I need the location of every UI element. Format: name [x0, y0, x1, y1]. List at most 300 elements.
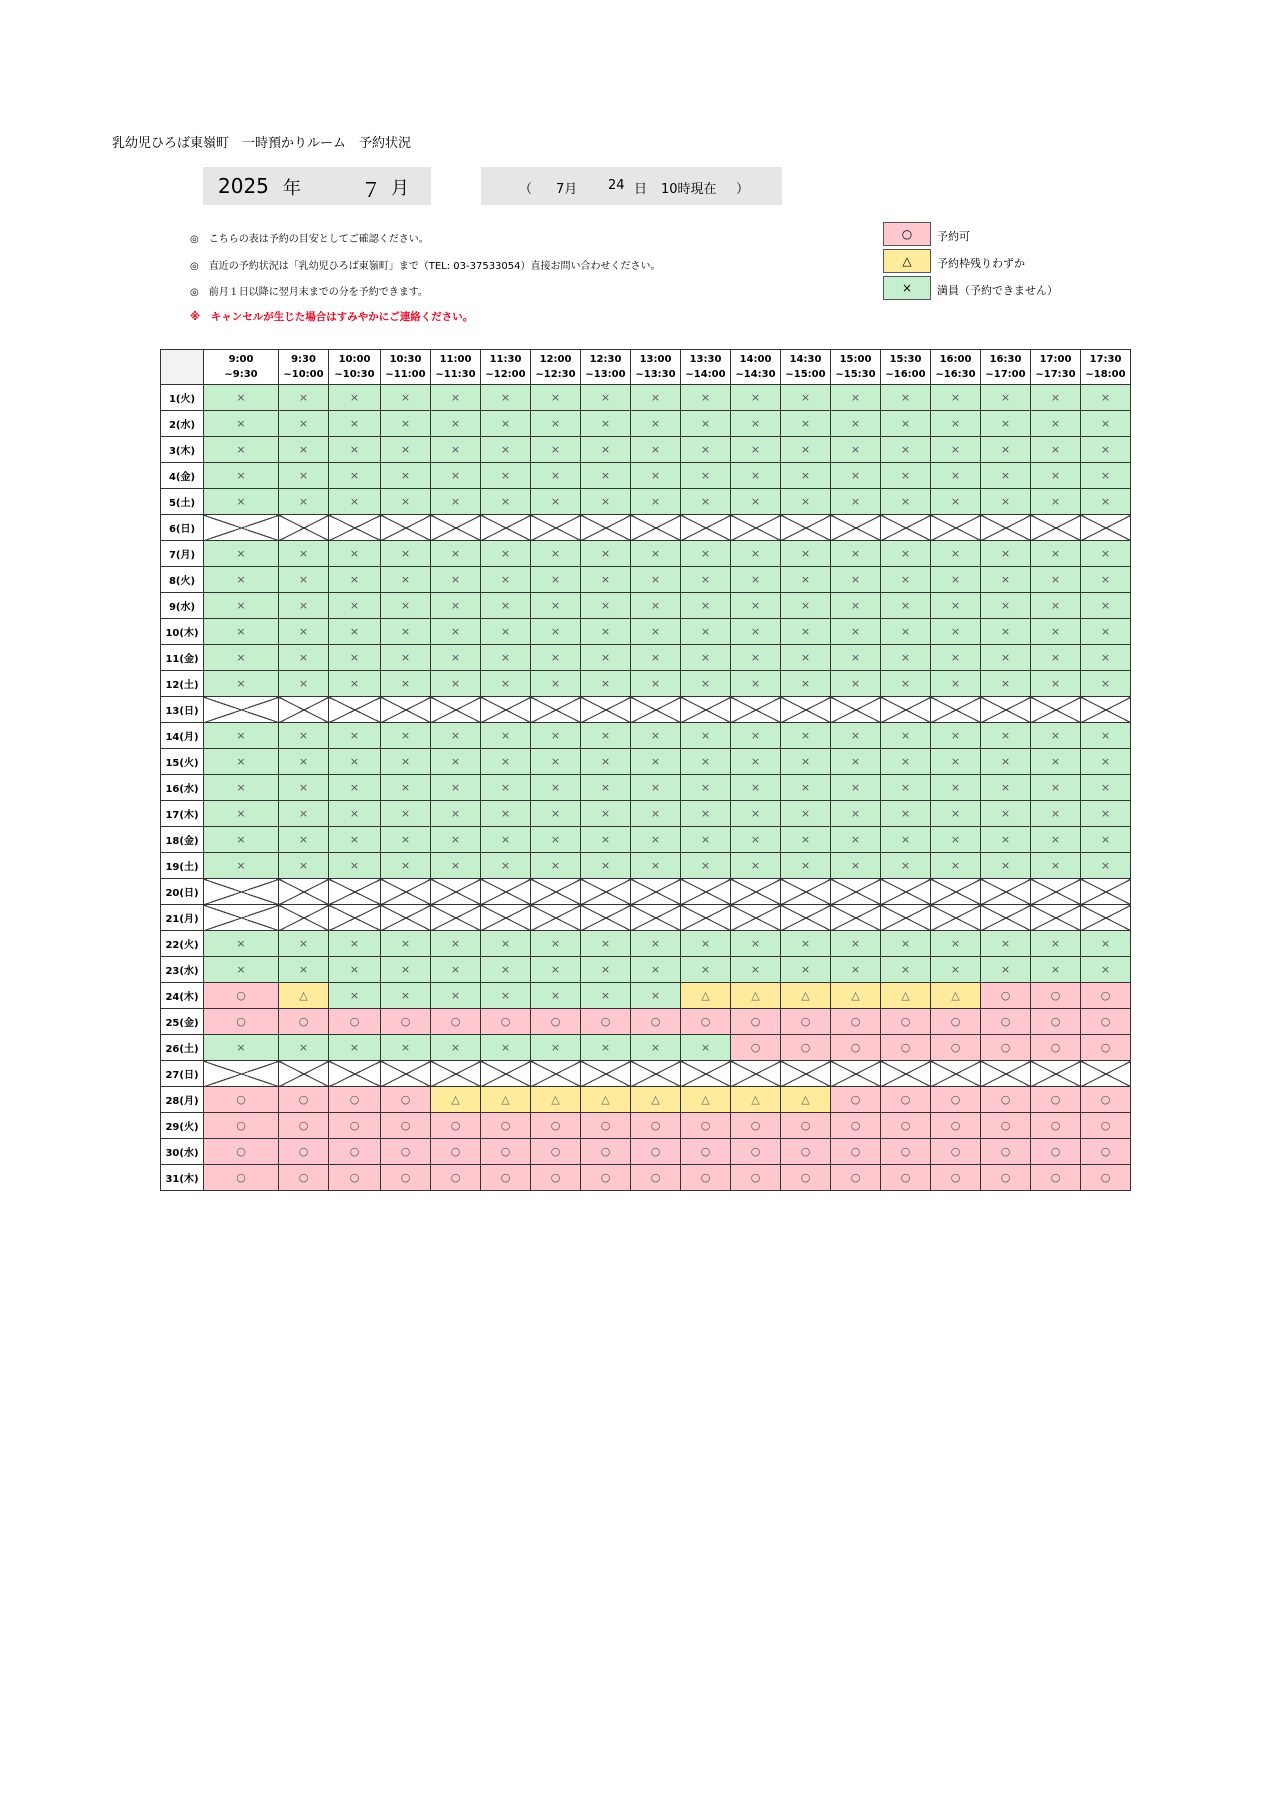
slot-closed	[1031, 879, 1081, 905]
slot-full: ×	[1081, 619, 1131, 645]
slot-full: ×	[531, 541, 581, 567]
slot-full: ×	[631, 749, 681, 775]
slot-closed	[881, 515, 931, 541]
slot-full: ×	[581, 567, 631, 593]
slot-start: 17:30	[1089, 354, 1122, 365]
slot-closed	[329, 905, 381, 931]
slot-closed	[831, 879, 881, 905]
slot-full: ×	[1081, 749, 1131, 775]
slot-available: ○	[981, 1113, 1031, 1139]
table-row	[161, 411, 1131, 437]
slot-full: ×	[431, 437, 481, 463]
slot-available: ○	[831, 1139, 881, 1165]
slot-full: ×	[931, 489, 981, 515]
slot-full: ×	[831, 645, 881, 671]
slot-closed	[481, 905, 531, 931]
slot-full: ×	[481, 1035, 531, 1061]
slot-full: ×	[431, 827, 481, 853]
slot-few-left: △	[831, 983, 881, 1009]
slot-available: ○	[1031, 1035, 1081, 1061]
slot-end: ~13:00	[585, 369, 626, 380]
slot-available: ○	[731, 1139, 781, 1165]
slot-closed	[981, 515, 1031, 541]
slot-end: ~9:30	[224, 369, 258, 380]
day-label: 8(火)	[161, 567, 204, 593]
slot-closed	[481, 697, 531, 723]
slot-closed	[531, 1061, 581, 1087]
slot-full: ×	[481, 749, 531, 775]
slot-full: ×	[681, 723, 731, 749]
slot-available: ○	[931, 1165, 981, 1191]
slot-full: ×	[531, 957, 581, 983]
slot-closed	[481, 1061, 531, 1087]
slot-start: 14:30	[789, 354, 822, 365]
slot-closed	[531, 879, 581, 905]
slot-start: 10:30	[389, 354, 422, 365]
table-row	[161, 957, 1131, 983]
slot-full: ×	[531, 619, 581, 645]
slot-full: ×	[204, 827, 279, 853]
slot-full: ×	[531, 1035, 581, 1061]
slot-full: ×	[531, 749, 581, 775]
slot-full: ×	[881, 775, 931, 801]
slot-full: ×	[631, 931, 681, 957]
slot-few-left: △	[681, 983, 731, 1009]
slot-full: ×	[981, 593, 1031, 619]
slot-closed	[981, 879, 1031, 905]
slot-full: ×	[631, 411, 681, 437]
slot-full: ×	[1031, 411, 1081, 437]
slot-closed	[631, 697, 681, 723]
slot-available: ○	[1081, 1009, 1131, 1035]
slot-full: ×	[204, 723, 279, 749]
slot-full: ×	[881, 801, 931, 827]
month-value: ７	[361, 178, 381, 202]
slot-available: ○	[781, 1035, 831, 1061]
table-row	[161, 1087, 1131, 1113]
slot-few-left: △	[531, 1087, 581, 1113]
slot-available: ○	[781, 1113, 831, 1139]
slot-full: ×	[881, 619, 931, 645]
slot-full: ×	[1081, 567, 1131, 593]
slot-full: ×	[781, 411, 831, 437]
slot-available: ○	[1031, 1009, 1081, 1035]
slot-closed	[931, 1061, 981, 1087]
slot-full: ×	[831, 385, 881, 411]
slot-full: ×	[1031, 749, 1081, 775]
slot-closed	[204, 905, 279, 931]
table-row	[161, 671, 1131, 697]
slot-full: ×	[831, 827, 881, 853]
day-label: 7(月)	[161, 541, 204, 567]
day-label: 15(火)	[161, 749, 204, 775]
slot-available: ○	[279, 1165, 329, 1191]
slot-available: ○	[279, 1113, 329, 1139]
slot-full: ×	[731, 619, 781, 645]
slot-closed	[731, 515, 781, 541]
table-row	[161, 541, 1131, 567]
slot-header	[581, 350, 631, 385]
slot-available: ○	[204, 1139, 279, 1165]
slot-end: ~14:00	[685, 369, 726, 380]
table-row	[161, 1139, 1131, 1165]
slot-available: ○	[381, 1139, 431, 1165]
slot-full: ×	[781, 801, 831, 827]
slot-full: ×	[681, 749, 731, 775]
slot-full: ×	[481, 541, 531, 567]
slot-available: ○	[531, 1009, 581, 1035]
slot-full: ×	[1081, 827, 1131, 853]
slot-full: ×	[931, 801, 981, 827]
slot-full: ×	[781, 463, 831, 489]
slot-full: ×	[731, 411, 781, 437]
slot-full: ×	[381, 385, 431, 411]
slot-header	[681, 350, 731, 385]
slot-closed	[831, 905, 881, 931]
slot-full: ×	[781, 437, 831, 463]
slot-full: ×	[581, 645, 631, 671]
slot-full: ×	[204, 801, 279, 827]
slot-full: ×	[279, 957, 329, 983]
slot-full: ×	[581, 619, 631, 645]
slot-full: ×	[731, 437, 781, 463]
slot-full: ×	[481, 619, 531, 645]
slot-full: ×	[279, 775, 329, 801]
slot-closed	[381, 697, 431, 723]
day-label: 2(水)	[161, 411, 204, 437]
slot-full: ×	[481, 723, 531, 749]
slot-full: ×	[431, 749, 481, 775]
slot-header	[1031, 350, 1081, 385]
slot-available: ○	[431, 1165, 481, 1191]
slot-full: ×	[431, 463, 481, 489]
slot-few-left: △	[279, 983, 329, 1009]
slot-available: ○	[1081, 1113, 1131, 1139]
slot-available: ○	[931, 1113, 981, 1139]
slot-full: ×	[481, 801, 531, 827]
table-row	[161, 1165, 1131, 1191]
slot-available: ○	[481, 1113, 531, 1139]
slot-available: ○	[481, 1009, 531, 1035]
slot-full: ×	[531, 593, 581, 619]
slot-full: ×	[279, 619, 329, 645]
slot-full: ×	[531, 801, 581, 827]
slot-header	[204, 350, 279, 385]
slot-full: ×	[681, 437, 731, 463]
day-label: 5(土)	[161, 489, 204, 515]
slot-closed	[631, 879, 681, 905]
slot-full: ×	[1031, 645, 1081, 671]
slot-full: ×	[431, 853, 481, 879]
slot-full: ×	[329, 619, 381, 645]
slot-available: ○	[881, 1009, 931, 1035]
slot-full: ×	[781, 775, 831, 801]
slot-full: ×	[531, 489, 581, 515]
slot-end: ~14:30	[735, 369, 776, 380]
slot-closed	[204, 515, 279, 541]
slot-full: ×	[881, 723, 931, 749]
slot-full: ×	[731, 775, 781, 801]
slot-header	[1081, 350, 1131, 385]
slot-full: ×	[781, 645, 831, 671]
slot-full: ×	[931, 593, 981, 619]
slot-full: ×	[279, 593, 329, 619]
table-header-row	[161, 350, 1131, 385]
slot-full: ×	[931, 437, 981, 463]
slot-available: ○	[781, 1165, 831, 1191]
slot-full: ×	[381, 645, 431, 671]
slot-full: ×	[329, 853, 381, 879]
slot-available: ○	[981, 1139, 1031, 1165]
slot-available: ○	[1081, 1087, 1131, 1113]
slot-full: ×	[881, 957, 931, 983]
slot-full: ×	[204, 1035, 279, 1061]
slot-full: ×	[279, 645, 329, 671]
slot-end: ~15:30	[835, 369, 876, 380]
slot-full: ×	[731, 801, 781, 827]
slot-full: ×	[481, 983, 531, 1009]
slot-closed	[481, 879, 531, 905]
slot-full: ×	[931, 567, 981, 593]
slot-full: ×	[531, 853, 581, 879]
slot-closed	[681, 879, 731, 905]
legend-available-label: 予約可	[937, 230, 970, 243]
slot-available: ○	[381, 1087, 431, 1113]
slot-full: ×	[481, 567, 531, 593]
slot-end: ~17:00	[985, 369, 1026, 380]
slot-full: ×	[881, 827, 931, 853]
slot-full: ×	[329, 957, 381, 983]
slot-available: ○	[431, 1113, 481, 1139]
table-row	[161, 1009, 1131, 1035]
slot-end: ~11:00	[385, 369, 426, 380]
slot-full: ×	[681, 645, 731, 671]
slot-end: ~15:00	[785, 369, 826, 380]
slot-full: ×	[831, 749, 881, 775]
table-row	[161, 749, 1131, 775]
slot-available: ○	[204, 1165, 279, 1191]
slot-closed	[431, 697, 481, 723]
slot-start: 10:00	[338, 354, 371, 365]
slot-full: ×	[381, 489, 431, 515]
slot-full: ×	[731, 593, 781, 619]
table-row	[161, 1061, 1131, 1087]
slot-full: ×	[531, 827, 581, 853]
slot-available: ○	[981, 1087, 1031, 1113]
slot-full: ×	[1081, 593, 1131, 619]
as-of-open-paren: （	[519, 182, 533, 197]
slot-full: ×	[279, 853, 329, 879]
slot-end: ~12:30	[535, 369, 576, 380]
slot-closed	[981, 1061, 1031, 1087]
slot-full: ×	[681, 541, 731, 567]
slot-full: ×	[581, 593, 631, 619]
slot-available: ○	[581, 1139, 631, 1165]
slot-end: ~12:00	[485, 369, 526, 380]
slot-full: ×	[631, 645, 681, 671]
slot-full: ×	[731, 957, 781, 983]
slot-available: ○	[681, 1009, 731, 1035]
slot-full: ×	[831, 593, 881, 619]
slot-full: ×	[279, 723, 329, 749]
slot-start: 15:00	[839, 354, 872, 365]
slot-full: ×	[981, 463, 1031, 489]
slot-full: ×	[831, 957, 881, 983]
slot-full: ×	[781, 619, 831, 645]
slot-full: ×	[1081, 489, 1131, 515]
slot-full: ×	[981, 437, 1031, 463]
slot-full: ×	[731, 723, 781, 749]
slot-full: ×	[581, 1035, 631, 1061]
slot-available: ○	[204, 1113, 279, 1139]
slot-full: ×	[1031, 957, 1081, 983]
slot-full: ×	[831, 723, 881, 749]
slot-full: ×	[981, 827, 1031, 853]
slot-closed	[1081, 515, 1131, 541]
slot-closed	[431, 879, 481, 905]
slot-full: ×	[279, 931, 329, 957]
slot-full: ×	[381, 853, 431, 879]
slot-full: ×	[931, 957, 981, 983]
table-row	[161, 437, 1131, 463]
table-row	[161, 983, 1131, 1009]
slot-full: ×	[431, 645, 481, 671]
slot-available: ○	[581, 1009, 631, 1035]
slot-full: ×	[1031, 801, 1081, 827]
slot-available: ○	[1031, 1139, 1081, 1165]
table-row	[161, 489, 1131, 515]
slot-closed	[681, 515, 731, 541]
slot-closed	[1031, 697, 1081, 723]
slot-available: ○	[329, 1165, 381, 1191]
slot-closed	[329, 879, 381, 905]
slot-full: ×	[981, 853, 1031, 879]
slot-full: ×	[279, 437, 329, 463]
slot-full: ×	[1031, 931, 1081, 957]
slot-full: ×	[1081, 541, 1131, 567]
slot-header	[881, 350, 931, 385]
table-row	[161, 801, 1131, 827]
slot-full: ×	[279, 749, 329, 775]
slot-full: ×	[631, 619, 681, 645]
slot-full: ×	[481, 593, 531, 619]
slot-full: ×	[481, 931, 531, 957]
slot-full: ×	[1031, 853, 1081, 879]
slot-full: ×	[204, 671, 279, 697]
slot-start: 16:30	[989, 354, 1022, 365]
slot-full: ×	[831, 931, 881, 957]
slot-available: ○	[831, 1165, 881, 1191]
slot-available: ○	[831, 1087, 881, 1113]
slot-closed	[631, 905, 681, 931]
slot-available: ○	[531, 1139, 581, 1165]
slot-full: ×	[1031, 619, 1081, 645]
slot-available: ○	[329, 1113, 381, 1139]
slot-header	[431, 350, 481, 385]
note-booking-window: ◎ 前月１日以降に翌月末までの分を予約できます。	[190, 287, 428, 298]
slot-full: ×	[831, 463, 881, 489]
slot-closed	[1081, 1061, 1131, 1087]
slot-closed	[531, 515, 581, 541]
slot-full: ×	[1081, 411, 1131, 437]
slot-available: ○	[881, 1087, 931, 1113]
slot-full: ×	[831, 671, 881, 697]
slot-full: ×	[731, 827, 781, 853]
slot-full: ×	[731, 645, 781, 671]
slot-available: ○	[631, 1009, 681, 1035]
slot-end: ~11:30	[435, 369, 476, 380]
slot-full: ×	[581, 931, 631, 957]
slot-full: ×	[1081, 775, 1131, 801]
slot-full: ×	[481, 957, 531, 983]
slot-full: ×	[1031, 489, 1081, 515]
table-row	[161, 645, 1131, 671]
table-row	[161, 515, 1131, 541]
slot-closed	[931, 879, 981, 905]
slot-few-left: △	[931, 983, 981, 1009]
slot-full: ×	[981, 567, 1031, 593]
table-row	[161, 567, 1131, 593]
slot-full: ×	[1031, 775, 1081, 801]
slot-closed	[881, 879, 931, 905]
slot-header	[831, 350, 881, 385]
slot-full: ×	[531, 463, 581, 489]
slot-available: ○	[681, 1139, 731, 1165]
slot-full: ×	[279, 827, 329, 853]
slot-full: ×	[781, 489, 831, 515]
slot-closed	[279, 905, 329, 931]
slot-full: ×	[631, 723, 681, 749]
slot-few-left: △	[881, 983, 931, 1009]
day-label: 28(月)	[161, 1087, 204, 1113]
slot-closed	[781, 879, 831, 905]
slot-full: ×	[631, 827, 681, 853]
slot-full: ×	[431, 489, 481, 515]
slot-available: ○	[931, 1009, 981, 1035]
slot-available: ○	[279, 1087, 329, 1113]
slot-closed	[931, 515, 981, 541]
slot-full: ×	[581, 983, 631, 1009]
slot-available: ○	[731, 1113, 781, 1139]
slot-full: ×	[831, 411, 881, 437]
day-label: 3(木)	[161, 437, 204, 463]
slot-full: ×	[204, 489, 279, 515]
slot-full: ×	[731, 853, 781, 879]
slot-full: ×	[631, 801, 681, 827]
slot-start: 15:30	[889, 354, 922, 365]
slot-full: ×	[381, 801, 431, 827]
slot-full: ×	[981, 801, 1031, 827]
slot-full: ×	[631, 853, 681, 879]
slot-full: ×	[279, 801, 329, 827]
slot-full: ×	[781, 931, 831, 957]
slot-full: ×	[204, 853, 279, 879]
slot-header	[381, 350, 431, 385]
slot-full: ×	[431, 957, 481, 983]
slot-header	[481, 350, 531, 385]
slot-full: ×	[329, 983, 381, 1009]
slot-start: 13:30	[689, 354, 722, 365]
day-label: 18(金)	[161, 827, 204, 853]
slot-full: ×	[731, 541, 781, 567]
slot-full: ×	[681, 411, 731, 437]
slot-available: ○	[981, 983, 1031, 1009]
slot-full: ×	[931, 671, 981, 697]
slot-full: ×	[731, 567, 781, 593]
slot-closed	[329, 697, 381, 723]
slot-full: ×	[531, 411, 581, 437]
header-corner	[161, 350, 204, 385]
